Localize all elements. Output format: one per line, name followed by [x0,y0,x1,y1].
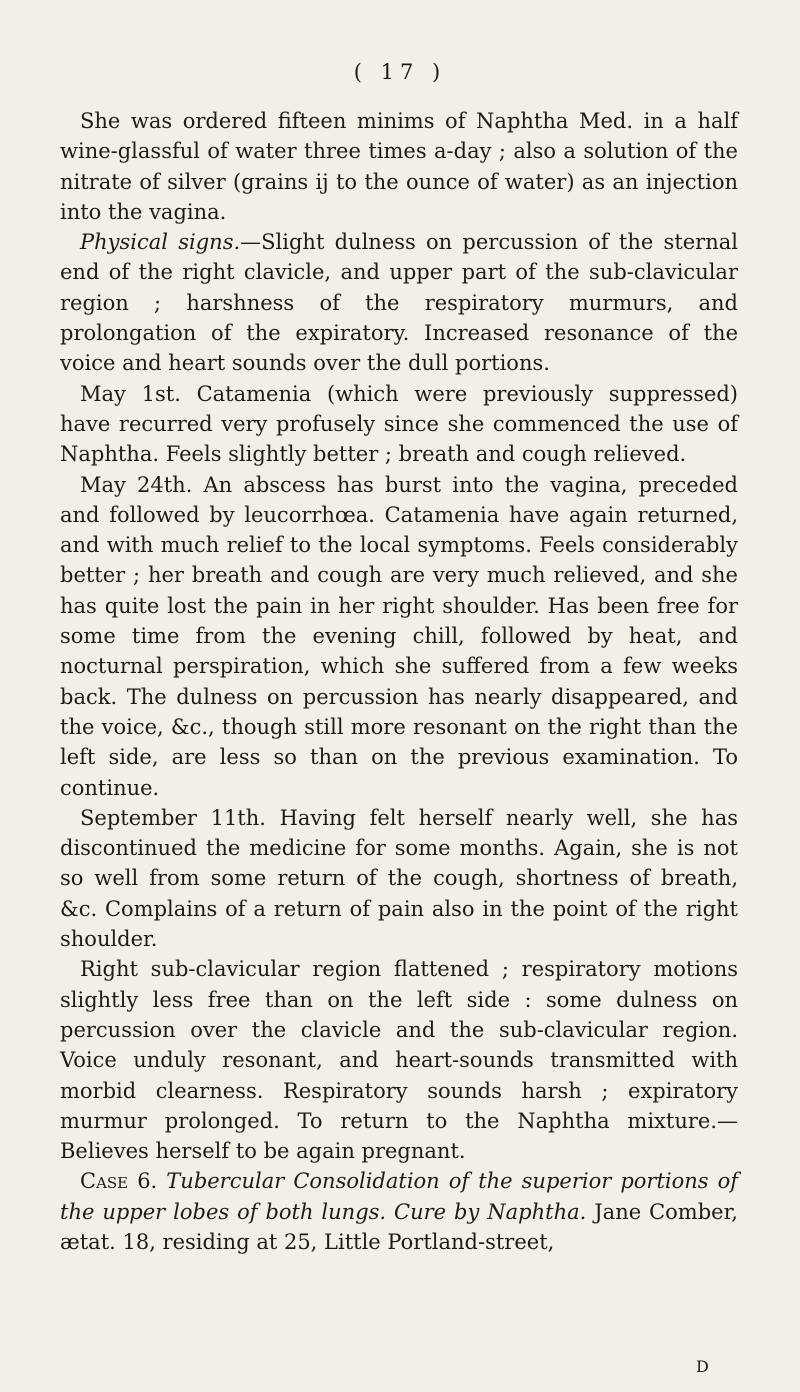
physical-signs-body: —Slight dulness on percussion of the sternal end of the right clavicle, and upper part of the sub-clavicular region ; harshness of the respiratory murmurs, and prolongation of the expiratory. Increased resonance of the voice and heart sounds over the dull portions. [60,230,738,376]
paragraph-september-11th: September 11th. Having felt herself nearly well, she has discontinued the medicine for some months. Again, she is not so well from some return of the cough, shortness of breath, &c. Complains of a return of pain also in the point of the right shoulder. [60,805,738,952]
body-text [60,106,738,1257]
paragraph-physical-signs [60,227,738,378]
case-body: Jane Comber, ætat. 18, residing at 25, Little Portland-street, [60,1199,738,1254]
paragraph-may-1st: May 1st. Catamenia (which were previously suppressed) have recurred very profusely since she commenced the use of Naphtha. Feels slightly better ; breath and cough relieved. [60,381,738,467]
case-title: Tubercular Consolidation of the superior portions of the upper lobes of both lungs. Cure by Naphtha. [60,1169,739,1224]
case-label: Case [80,1169,129,1194]
signature-mark: D [696,1357,709,1376]
physical-signs-heading: Physical signs. [80,230,241,255]
page-number: ( 17 ) [353,60,447,84]
paragraph-case-6 [60,1166,738,1257]
paragraph-may-24th: May 24th. An abscess has burst into the vagina, preceded and followed by leucorrhœa. Catamenia have again returned, and with much relief to the local symptoms. Feels considerably better ; her breath and cough are very much relieved, and she has quite lost the pain in her right shoulder. Has been free for some time from the evening chill, followed by heat, and nocturnal perspiration, which she suffered from a few weeks back. The dulness on percussion has nearly disappeared, and the voice, &c., though still more resonant on the right than the left side, are less so than on the previous examination. To continue. [60,472,738,800]
paragraph-treatment: She was ordered fifteen minims of Naphtha Med. in a half wine-glassful of water three times a-day ; also a solution of the nitrate of silver (grains ij to the ounce of water) as an injection into the vagina. [60,109,738,224]
case-number: 6. [128,1169,167,1194]
paragraph-right-subclavicular: Right sub-clavicular region flattened ; respiratory motions slightly less free than on the left side : some dulness on percussion over the clavicle and the sub-clavicular region. Voice unduly resonant, and heart-sounds transmitted with morbid clearness. Respiratory sounds harsh ; expiratory murmur prolonged. To return to the Naphtha mixture.—Believes herself to be again pregnant. [60,957,738,1164]
